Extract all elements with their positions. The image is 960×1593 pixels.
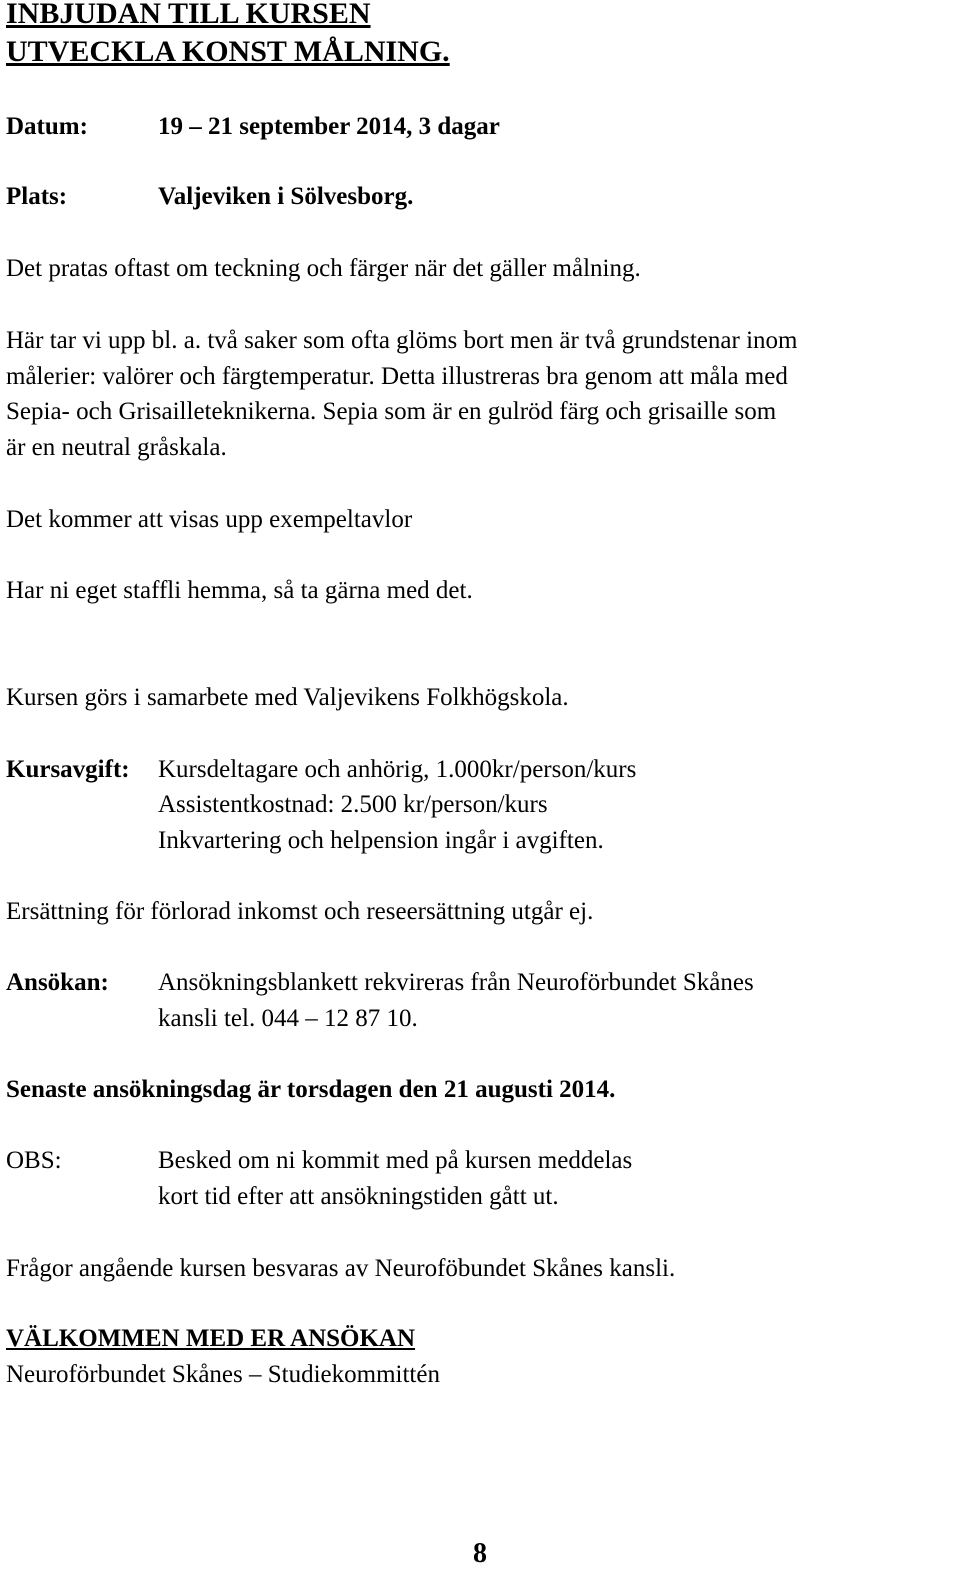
kursavgift-label: Kursavgift: (6, 756, 130, 783)
staffli-text: Har ni eget staffli hemma, så ta gärna med det. (6, 577, 473, 604)
obs-line-2: kort tid efter att ansökningstiden gått ut. (158, 1183, 559, 1210)
fragor-text: Frågor angående kursen besvaras av Neuroföbundet Skånes kansli. (6, 1255, 676, 1282)
ansokan-label: Ansökan: (6, 969, 109, 996)
obs-line-1: Besked om ni kommit med på kursen meddelas (158, 1147, 633, 1174)
ansokan-line-1: Ansökningsblankett rekvireras från Neuroförbundet Skånes (158, 969, 754, 996)
body-line-3: Sepia- och Grisailleteknikerna. Sepia som är en gulröd färg och grisaille som (6, 398, 777, 425)
plats-value: Valjeviken i Sölvesborg. (158, 183, 414, 210)
kursavgift-line-2: Assistentkostnad: 2.500 kr/person/kurs (158, 791, 548, 818)
plats-label: Plats: (6, 183, 68, 210)
kursavgift-line-3: Inkvartering och helpension ingår i avgiften. (158, 827, 604, 854)
body-line-4: är en neutral gråskala. (6, 434, 227, 461)
datum-label: Datum: (6, 113, 88, 140)
exempel-text: Det kommer att visas upp exempeltavlor (6, 506, 413, 533)
body-line-1: Här tar vi upp bl. a. två saker som ofta glöms bort men är två grundstenar inom (6, 327, 798, 354)
signature: Neuroförbundet Skånes – Studiekommittén (6, 1361, 440, 1388)
ansokan-line-2: kansli tel. 044 – 12 87 10. (158, 1005, 418, 1032)
datum-value: 19 – 21 september 2014, 3 dagar (158, 113, 500, 140)
obs-label: OBS: (6, 1147, 62, 1174)
kursavgift-line-1: Kursdeltagare och anhörig, 1.000kr/person/kurs (158, 756, 637, 783)
body-line-2: målerier: valörer och färgtemperatur. Detta illustreras bra genom att måla med (6, 363, 788, 390)
valkommen-heading: VÄLKOMMEN MED ER ANSÖKAN (6, 1325, 416, 1352)
ersattning-text: Ersättning för förlorad inkomst och reseersättning utgår ej. (6, 898, 594, 925)
page-number: 8 (473, 1538, 487, 1569)
intro-text: Det pratas oftast om teckning och färger när det gäller målning. (6, 255, 641, 282)
senaste-ansokningsdag: Senaste ansökningsdag är torsdagen den 21 augusti 2014. (6, 1076, 616, 1103)
title-line-1: INBJUDAN TILL KURSEN (6, 0, 371, 30)
title-line-2: UTVECKLA KONST MÅLNING. (6, 35, 450, 68)
samarbete-text: Kursen görs i samarbete med Valjevikens Folkhögskola. (6, 684, 569, 711)
